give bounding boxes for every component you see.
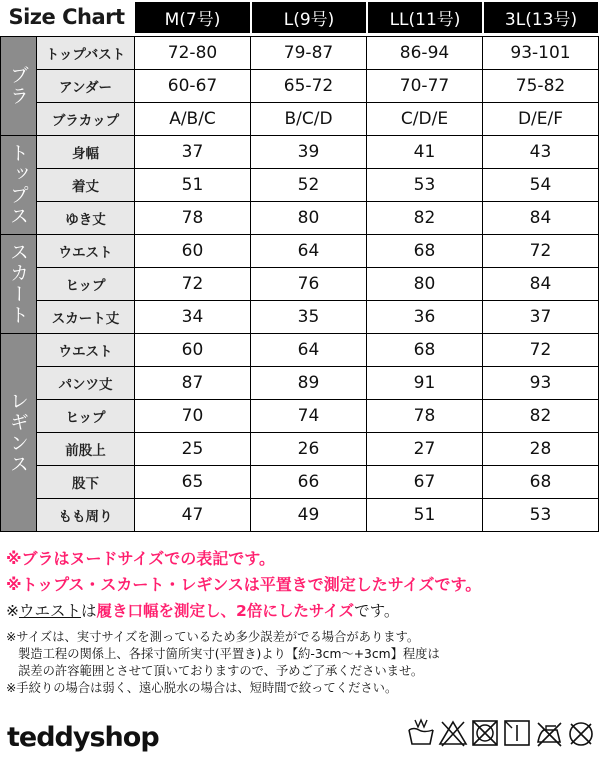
note-tolerance-1: ※サイズは、実寸サイズを測っているため多少誤差がでる場合があります。 [6, 630, 420, 644]
size-value-l: 89 [251, 367, 367, 400]
size-value-l: 79-87 [251, 37, 367, 70]
measurement-label: ヒップ [37, 268, 135, 301]
size-column-l: L(9号) [252, 2, 366, 33]
size-value-3l: D/E/F [483, 103, 599, 136]
size-value-m: 78 [135, 202, 251, 235]
note-tolerance-3: 誤差の許容範囲とさせて頂いておりますので、予めご了承くださいませ。 [18, 664, 424, 678]
size-value-l: 49 [251, 499, 367, 532]
section-label: レギンス [1, 334, 37, 532]
size-value-3l: 93-101 [483, 37, 599, 70]
size-value-m: 51 [135, 169, 251, 202]
line-dry-icon [502, 716, 532, 750]
size-value-ll: 91 [367, 367, 483, 400]
measurement-label: ゆき丈 [37, 202, 135, 235]
measurement-label: トップバスト [37, 37, 135, 70]
size-value-3l: 28 [483, 433, 599, 466]
size-value-l: 66 [251, 466, 367, 499]
size-value-m: 34 [135, 301, 251, 334]
no-iron-icon [534, 716, 564, 750]
measurement-label: もも周り [37, 499, 135, 532]
size-value-l: 52 [251, 169, 367, 202]
section-label: ブラ [1, 37, 37, 136]
size-value-ll: 51 [367, 499, 483, 532]
measurement-label: 身幅 [37, 136, 135, 169]
size-value-3l: 43 [483, 136, 599, 169]
chart-header [0, 0, 600, 36]
size-value-l: 65-72 [251, 70, 367, 103]
note-waist-suffix: です。 [354, 602, 400, 620]
size-value-3l: 53 [483, 499, 599, 532]
measurement-label: ブラカップ [37, 103, 135, 136]
size-value-ll: 80 [367, 268, 483, 301]
section-label: トップス [1, 136, 37, 235]
size-value-ll: 41 [367, 136, 483, 169]
size-value-ll: 68 [367, 235, 483, 268]
size-value-3l: 93 [483, 367, 599, 400]
tumble-dry-prohibited-icon [470, 716, 500, 750]
size-value-ll: 53 [367, 169, 483, 202]
size-value-l: 80 [251, 202, 367, 235]
size-value-3l: 75-82 [483, 70, 599, 103]
size-value-m: 60 [135, 235, 251, 268]
size-value-l: B/C/D [251, 103, 367, 136]
note-tolerance-2: 製造工程の関係上、各採寸箇所実寸(平置き)より【約-3cm～+3cm】程度は [18, 647, 440, 661]
size-value-ll: C/D/E [367, 103, 483, 136]
size-value-m: 72-80 [135, 37, 251, 70]
size-value-l: 35 [251, 301, 367, 334]
size-value-m: 37 [135, 136, 251, 169]
size-value-ll: 78 [367, 400, 483, 433]
size-value-l: 74 [251, 400, 367, 433]
note-waist-underline: ウエスト [19, 602, 82, 620]
size-value-3l: 37 [483, 301, 599, 334]
measurement-label: 前股上 [37, 433, 135, 466]
size-value-3l: 72 [483, 334, 599, 367]
size-value-3l: 54 [483, 169, 599, 202]
size-value-3l: 84 [483, 202, 599, 235]
measurement-label: 股下 [37, 466, 135, 499]
measurement-label: ウエスト [37, 334, 135, 367]
no-bleach-icon [438, 716, 468, 750]
care-icons [406, 716, 596, 750]
size-value-ll: 70-77 [367, 70, 483, 103]
size-value-m: 70 [135, 400, 251, 433]
note-flat-measure: ※トップス・スカート・レギンスは平置きで測定したサイズです。 [6, 575, 482, 594]
note-waist-highlight: 履き口幅を測定し、2倍にしたサイズ [96, 602, 355, 620]
measurement-label: 着丈 [37, 169, 135, 202]
size-value-m: 65 [135, 466, 251, 499]
size-column-ll: LL(11号) [368, 2, 482, 33]
size-value-l: 76 [251, 268, 367, 301]
size-value-m: 25 [135, 433, 251, 466]
notes [6, 546, 596, 697]
measurement-label: スカート丈 [37, 301, 135, 334]
size-value-3l: 72 [483, 235, 599, 268]
size-value-ll: 27 [367, 433, 483, 466]
size-value-ll: 68 [367, 334, 483, 367]
size-column-m: M(7号) [135, 2, 250, 33]
measurement-label: パンツ丈 [37, 367, 135, 400]
size-value-l: 64 [251, 334, 367, 367]
size-value-ll: 67 [367, 466, 483, 499]
measurement-label: アンダー [37, 70, 135, 103]
size-value-m: 60 [135, 334, 251, 367]
brand-logo: teddyshop [7, 722, 159, 753]
size-value-ll: 82 [367, 202, 483, 235]
size-table [0, 36, 599, 532]
size-value-m: A/B/C [135, 103, 251, 136]
size-value-3l: 84 [483, 268, 599, 301]
size-value-l: 39 [251, 136, 367, 169]
note-wash: ※手絞りの場合は弱く、遠心脱水の場合は、短時間で絞ってください。 [6, 681, 398, 695]
size-value-m: 60-67 [135, 70, 251, 103]
size-value-m: 47 [135, 499, 251, 532]
size-value-3l: 68 [483, 466, 599, 499]
note-waist-prefix: ※ [6, 602, 19, 620]
hand-wash-icon [406, 716, 436, 750]
measurement-label: ウエスト [37, 235, 135, 268]
size-value-ll: 36 [367, 301, 483, 334]
size-value-m: 87 [135, 367, 251, 400]
size-value-m: 72 [135, 268, 251, 301]
size-value-3l: 82 [483, 400, 599, 433]
note-waist-mid: は [81, 602, 97, 620]
size-value-l: 26 [251, 433, 367, 466]
size-value-l: 64 [251, 235, 367, 268]
note-waist [6, 598, 596, 624]
no-dry-clean-icon [566, 716, 596, 750]
section-label: スカート [1, 235, 37, 334]
note-bra: ※ブラはヌードサイズでの表記です。 [6, 549, 275, 568]
size-column-3l: 3L(13号) [484, 2, 598, 33]
measurement-label: ヒップ [37, 400, 135, 433]
size-value-ll: 86-94 [367, 37, 483, 70]
chart-title: Size Chart [8, 5, 125, 29]
